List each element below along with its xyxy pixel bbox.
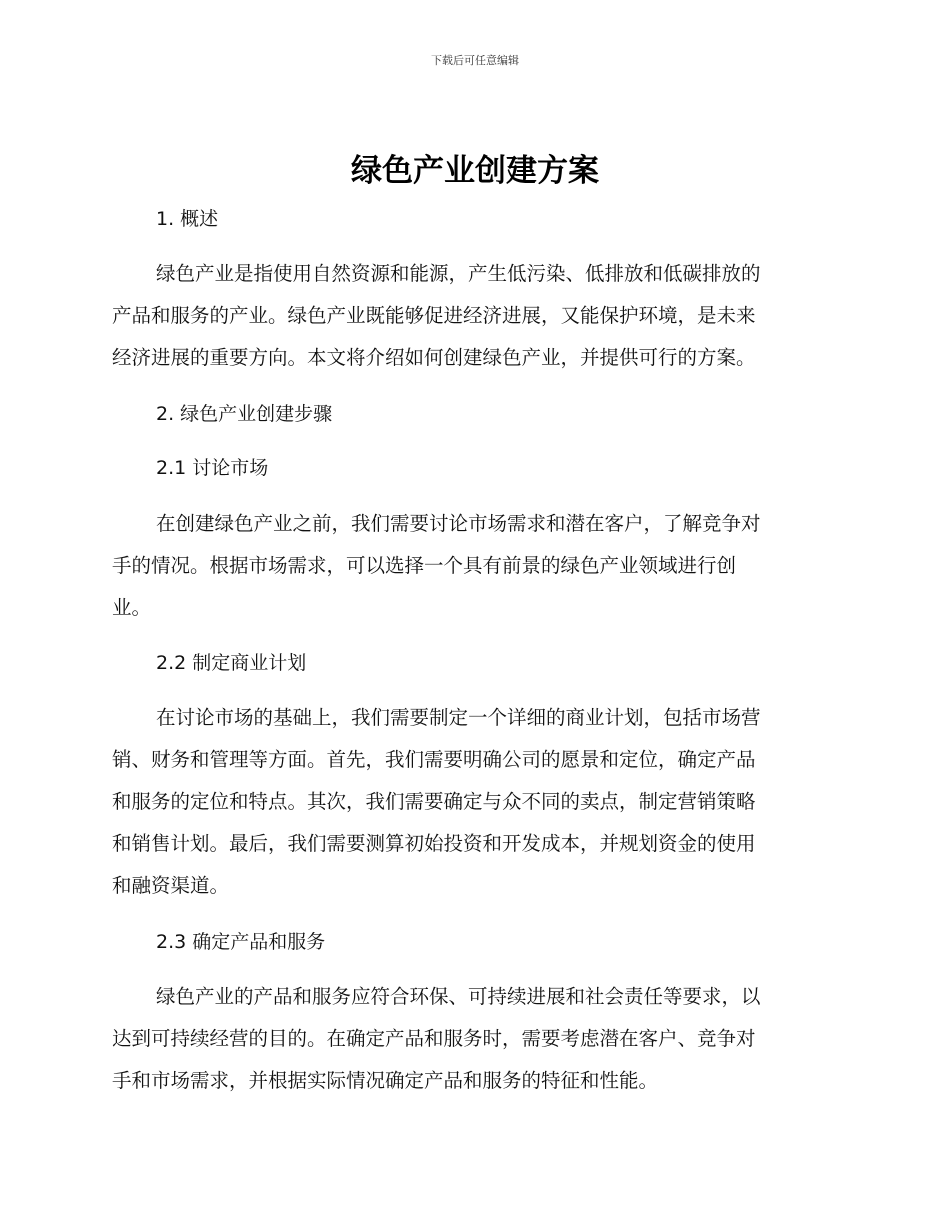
paragraph-line: 产品和服务的产业。绿色产业既能够促进经济进展，又能保护环境，是未来 xyxy=(112,304,756,327)
paragraph-line: 在创建绿色产业之前，我们需要讨论市场需求和潜在客户，了解竞争对 xyxy=(156,512,761,535)
section-heading-market-research: 2.1 讨论市场 xyxy=(156,457,269,479)
paragraph-line: 销、财务和管理等方面。首先，我们需要明确公司的愿景和定位，确定产品 xyxy=(112,748,756,771)
section-heading-overview: 1. 概述 xyxy=(156,208,219,230)
paragraph-line: 手和市场需求，并根据实际情况确定产品和服务的特征和性能。 xyxy=(112,1069,659,1092)
paragraph-line: 经济进展的重要方向。本文将介绍如何创建绿色产业，并提供可行的方案。 xyxy=(112,346,756,369)
market-research-paragraph xyxy=(112,503,834,629)
paragraph-line: 和服务的定位和特点。其次，我们需要确定与众不同的卖点，制定营销策略 xyxy=(112,790,756,813)
section-heading-products-services: 2.3 确定产品和服务 xyxy=(156,931,326,953)
paragraph-line: 手的情况。根据市场需求，可以选择一个具有前景的绿色产业领域进行创 xyxy=(112,554,737,577)
paragraph-line: 绿色产业是指使用自然资源和能源，产生低污染、低排放和低碳排放的 xyxy=(156,262,761,285)
business-plan-paragraph xyxy=(112,697,834,907)
page-header-note: 下载后可任意编辑 xyxy=(431,54,519,67)
paragraph-line: 和销售计划。最后，我们需要测算初始投资和开发成本，并规划资金的使用 xyxy=(112,832,756,855)
overview-paragraph xyxy=(112,253,834,379)
paragraph-line: 业。 xyxy=(112,596,152,619)
paragraph-line: 绿色产业的产品和服务应符合环保、可持续进展和社会责任等要求，以 xyxy=(156,985,761,1008)
paragraph-line: 和融资渠道。 xyxy=(112,874,230,897)
section-heading-business-plan: 2.2 制定商业计划 xyxy=(156,652,307,674)
document-title: 绿色产业创建方案 xyxy=(351,153,599,189)
products-services-paragraph xyxy=(112,976,834,1102)
paragraph-line: 在讨论市场的基础上，我们需要制定一个详细的商业计划，包括市场营 xyxy=(156,706,761,729)
paragraph-line: 达到可持续经营的目的。在确定产品和服务时，需要考虑潜在客户、竞争对 xyxy=(112,1027,756,1050)
section-heading-steps: 2. 绿色产业创建步骤 xyxy=(156,403,333,425)
